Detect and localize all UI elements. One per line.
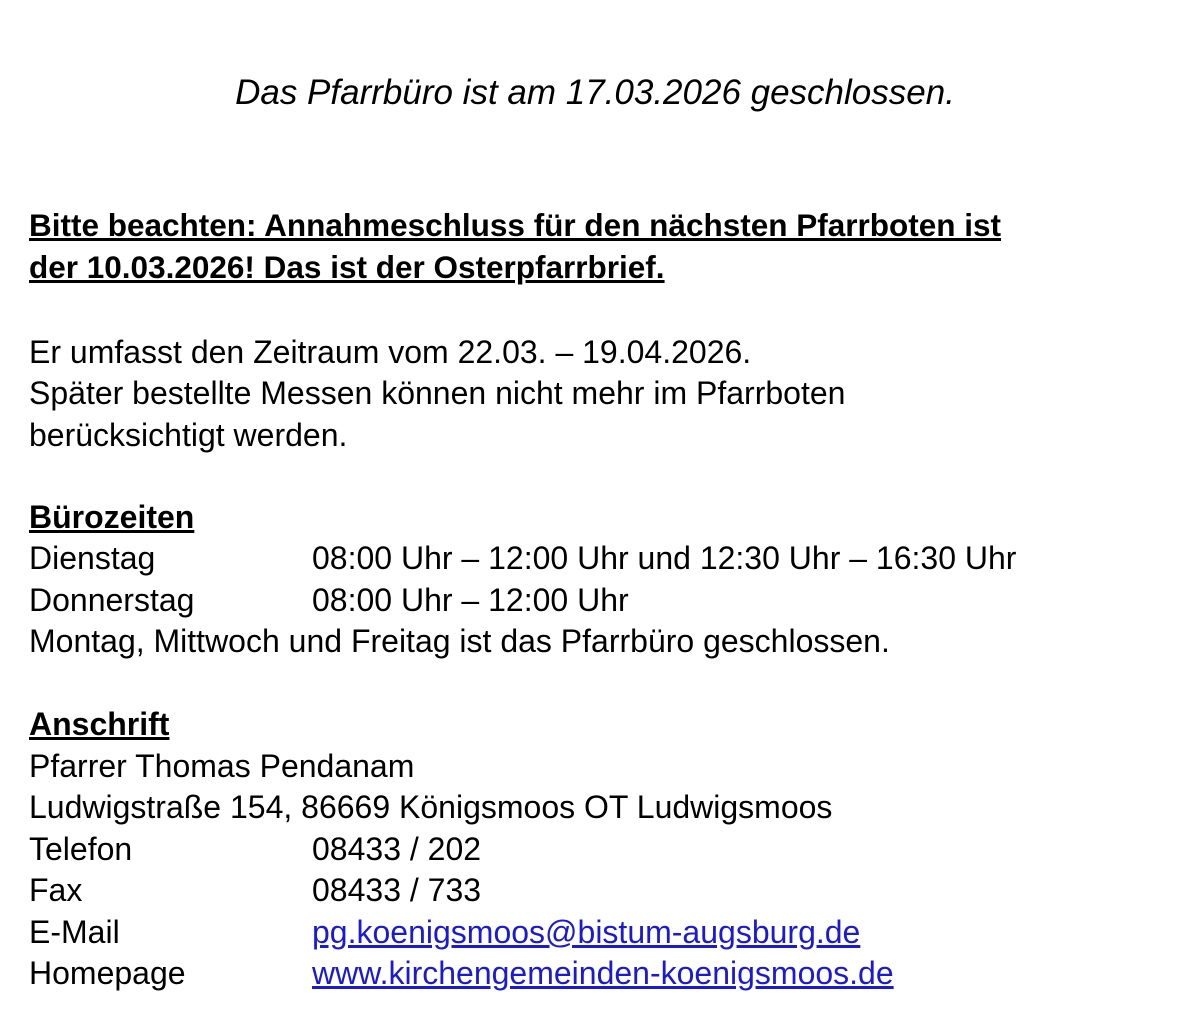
homepage-value-wrapper [312,952,894,994]
phone-label: Telefon [29,831,133,867]
office-hours-day: Dienstag [29,540,156,576]
period-text-line-2: Später bestellte Messen können nicht mehr im Pfarrboten [29,375,846,411]
office-hours-heading: Bürozeiten [29,499,195,535]
homepage-label: Homepage [29,955,186,991]
phone-value: 08433 / 202 [312,831,482,867]
deadline-warning-line-2: der 10.03.2026! Das ist der Osterpfarrbrief. [29,249,665,285]
deadline-warning [29,204,1169,288]
email-link[interactable]: pg.koenigsmoos@bistum-augsburg.de [312,914,861,950]
address-street: Ludwigstraße 154, 86669 Königsmoos OT Ludwigsmoos [29,789,833,825]
office-hours-time: 08:00 Uhr – 12:00 Uhr [312,582,629,618]
homepage-link[interactable]: www.kirchengemeinden-koenigsmoos.de [312,955,894,991]
address-name: Pfarrer Thomas Pendanam [29,748,415,784]
fax-label: Fax [29,872,83,908]
office-closed-note: Montag, Mittwoch und Freitag ist das Pfarrbüro geschlossen. [29,623,890,659]
office-hours-time: 08:00 Uhr – 12:00 Uhr und 12:30 Uhr – 16:30 Uhr [312,540,1017,576]
office-hours-day: Donnerstag [29,582,195,618]
period-text-line-3: berücksichtigt werden. [29,417,348,453]
period-text-line-1: Er umfasst den Zeitraum vom 22.03. – 19.04.2026. [29,334,752,370]
closure-notice: Das Pfarrbüro ist am 17.03.2026 geschlossen. [235,73,955,112]
address-heading: Anschrift [29,706,170,742]
fax-value: 08433 / 733 [312,872,482,908]
email-value-wrapper [312,911,860,953]
email-label: E-Mail [29,914,120,950]
deadline-warning-line-1: Bitte beachten: Annahmeschluss für den nächsten Pfarrboten ist [29,207,1002,243]
